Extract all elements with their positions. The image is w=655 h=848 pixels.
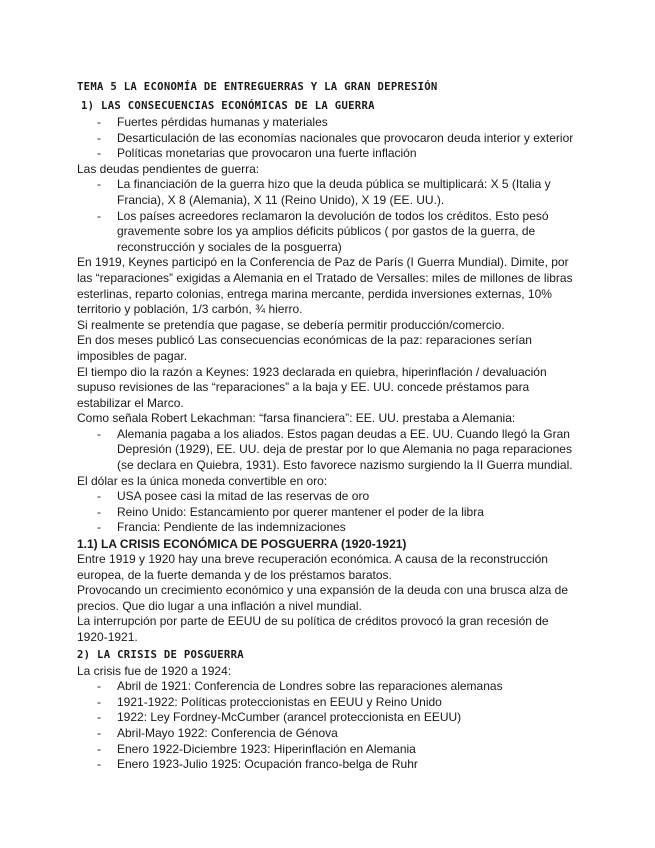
paragraph-pagase: Si realmente se pretendía que pagase, se debería permitir producción/comercio. [77, 317, 505, 332]
list-item: - Enero 1923-Julio 1925: Ocupación franco-belga de Ruhr [77, 757, 577, 773]
paragraph-crisis: La crisis fue de 1920 a 1924: [77, 663, 232, 678]
list-item: - Políticas monetarias que provocaron una fuerte inflación [77, 146, 577, 162]
section-1-1-heading: 1.1) LA CRISIS ECONÓMICA DE POSGUERRA (1920-1921) [77, 537, 407, 552]
paragraph-publico: En dos meses publicó Las consecuencias económicas de la paz: reparaciones serían imposibles de pagar. [77, 333, 532, 363]
paragraph-dolar: El dólar es la única moneda convertible en oro: [77, 473, 328, 488]
document-title: TEMA 5 LA ECONOMÍA DE ENTREGUERRAS Y LA GRAN DEPRESIÓN [77, 81, 438, 93]
section-1-list-4 [77, 489, 577, 536]
list-item: - Desarticulación de las economías nacionales que provocaron deuda interior y exterior [77, 131, 577, 147]
section-1-list-3 [77, 427, 577, 474]
paragraph-interrupcion: La interrupción por parte de EEUU de su política de créditos provocó la gran recesión de 1920-1921. [77, 614, 549, 644]
paragraph-recuperacion: Entre 1919 y 1920 hay una breve recuperación económica. A causa de la reconstrucción europea, de la fuerte demanda y de los préstamos baratos. [77, 552, 548, 582]
section-1-list-1 [77, 115, 577, 162]
paragraph-lekachman: Como señala Robert Lekachman: “farsa financiera”: EE. UU. prestaba a Alemania: [77, 411, 516, 426]
list-item: - USA posee casi la mitad de las reservas de oro [77, 489, 577, 505]
section-2-list [77, 679, 577, 773]
list-item: - 1921-1922: Políticas proteccionistas en EEUU y Reino Unido [77, 695, 577, 711]
list-item: - Abril-Mayo 1922: Conferencia de Génova [77, 726, 577, 742]
section-2-heading: 2) LA CRISIS DE POSGUERRA [77, 648, 244, 661]
list-item: - Fuertes pérdidas humanas y materiales [77, 115, 577, 131]
list-item: - Los países acreedores reclamaron la devolución de todos los créditos. Esto pesó gravemente sobre los ya amplios déficits públicos ( por gastos de la guerra, de reconstrucción y sociales de la posguerra) [77, 209, 577, 256]
list-item: - Reino Unido: Estancamiento por querer mantener el poder de la libra [77, 505, 577, 521]
list-item: - Francia: Pendiente de las indemnizaciones [77, 520, 577, 536]
list-item: - Abril de 1921: Conferencia de Londres sobre las reparaciones alemanas [77, 679, 577, 695]
list-item: - 1922: Ley Fordney-McCumber (arancel proteccionista en EEUU) [77, 710, 577, 726]
paragraph-tiempo: El tiempo dio la razón a Keynes: 1923 declarada en quiebra, hiperinflación / devaluación supuso revisiones de las “reparaciones” a la baja y EE. UU. concede préstamos para estabilizar el Marco. [77, 364, 547, 410]
section-1-heading: 1) LAS CONSECUENCIAS ECONÓMICAS DE LA GUERRA [81, 100, 375, 112]
paragraph-crecimiento: Provocando un crecimiento económico y una expansión de la deuda con una brusca alza de precios. Que dio lugar a una inflación a nivel mundial. [77, 583, 568, 613]
section-1-list-2 [77, 177, 577, 255]
paragraph-keynes: En 1919, Keynes participó en la Conferencia de Paz de París (I Guerra Mundial). Dimite, por las “reparaciones” exigidas a Alemania en el Tratado de Versalles: miles de millones de libras esterlinas, reparto colonias, entrega marina mercante, perdida inversiones externas, 10% territorio y población, 1/3 carbón, ¾ hierro. [77, 255, 573, 317]
list-item: - Enero 1922-Diciembre 1923: Hiperinflación en Alemania [77, 742, 577, 758]
document-body [77, 97, 577, 773]
list-item: - La financiación de la guerra hizo que la deuda pública se multiplicará: X 5 (Italia y Francia), X 8 (Alemania), X 11 (Reino Unido), X 19 (EE. UU.). [77, 177, 577, 208]
list-item: - Alemania pagaba a los aliados. Estos pagan deudas a EE. UU. Cuando llegó la Gran Depresión (1929), EE. UU. deja de prestar por lo que Alemania no paga reparaciones (se declara en Quiebra, 1931). Esto favorece nazismo surgiendo la II Guerra mundial. [77, 427, 577, 474]
paragraph-deudas: Las deudas pendientes de guerra: [77, 161, 260, 176]
